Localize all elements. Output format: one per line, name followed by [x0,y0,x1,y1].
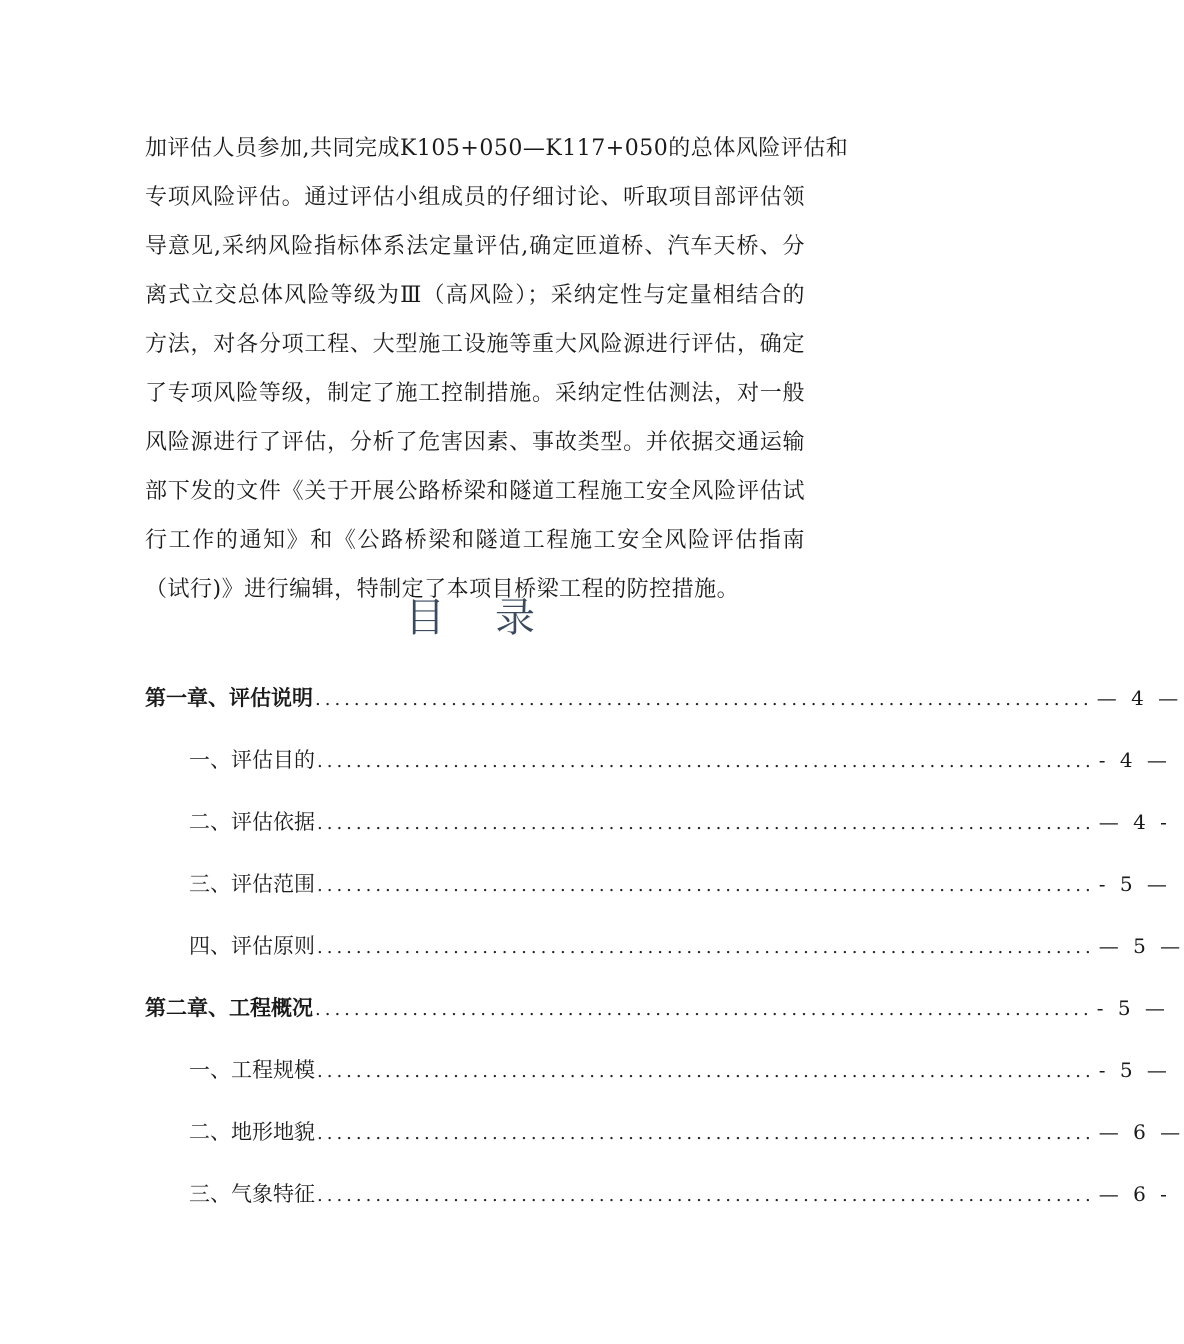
paragraph-line: 离式立交总体风险等级为Ⅲ（高风险）；采纳定性与定量相结合的 [145,283,805,308]
toc-entry-page-number: - 5 — [1098,872,1171,896]
toc-entry-label: 三、评估范围 [189,872,315,896]
toc-entry-label: 一、评估目的 [189,748,315,772]
paragraph-line: 行工作的通知》和《公路桥梁和隧道工程施工安全风险评估指南 [145,528,805,553]
paragraph-line: 了专项风险等级，制定了施工控制措施。采纳定性估测法，对一般 [145,381,805,406]
toc-dot-leader: ................................................................................ [317,813,1095,834]
body-paragraph [145,124,849,614]
toc-dot-leader: ................................................................................ [317,937,1095,958]
toc-entry-page-number: - 4 — [1098,748,1171,772]
toc-entry[interactable] [145,736,1171,798]
toc-entry[interactable] [145,674,1183,736]
toc-entry[interactable] [145,984,1169,1046]
toc-dot-leader: ................................................................................ [317,1123,1095,1144]
toc-entry[interactable] [145,860,1171,922]
toc-entry-page-number: — 6 - [1098,1182,1171,1206]
paragraph-line: （试行)》进行编辑，特制定了本项目桥梁工程的防控措施。 [145,577,740,602]
paragraph-line: 导意见,采纳风险指标体系法定量评估,确定匝道桥、汽车天桥、分 [145,234,805,259]
toc-entry-page-number: - 5 — [1098,1058,1171,1082]
paragraph-line: 方法，对各分项工程、大型施工设施等重大风险源进行评估，确定 [145,332,805,357]
toc-entry-page-number: - 5 — [1096,996,1169,1020]
paragraph-line: 专项风险评估。通过评估小组成员的仔细讨论、听取项目部评估领 [145,185,805,210]
toc-dot-leader: ................................................................................ [317,1185,1095,1206]
toc-entry-label: 三、气象特征 [189,1182,315,1206]
toc-entry[interactable] [145,922,1184,984]
toc-entry-label: 第一章、评估说明 [145,685,313,710]
table-of-contents [145,674,1184,1232]
paragraph-line: 加评估人员参加,共同完成K105+050—K117+050的总体风险评估和 [145,136,849,161]
toc-entry-label: 四、评估原则 [189,934,315,958]
toc-entry-label: 二、评估依据 [189,810,315,834]
toc-dot-leader: ................................................................................ [317,751,1095,772]
paragraph-line: 部下发的文件《关于开展公路桥梁和隧道工程施工安全风险评估试 [145,479,805,504]
toc-dot-leader: ................................................................................ [315,689,1093,710]
toc-entry-label: 一、工程规模 [189,1058,315,1082]
toc-entry-page-number: — 5 — [1098,934,1184,958]
toc-entry[interactable] [145,1046,1171,1108]
toc-dot-leader: ................................................................................ [317,875,1095,896]
toc-entry[interactable] [145,798,1171,860]
toc-entry-page-number: — 4 - [1098,810,1171,834]
toc-title: 目录 [405,595,585,641]
toc-entry[interactable] [145,1108,1184,1170]
toc-entry-page-number: — 4 — [1096,686,1183,710]
toc-entry-label: 第二章、工程概况 [145,995,313,1020]
toc-entry-label: 二、地形地貌 [189,1120,315,1144]
toc-dot-leader: ................................................................................ [315,999,1093,1020]
toc-dot-leader: ................................................................................ [317,1061,1095,1082]
toc-entry[interactable] [145,1170,1171,1232]
toc-entry-page-number: — 6 — [1098,1120,1184,1144]
paragraph-line: 风险源进行了评估，分析了危害因素、事故类型。并依据交通运输 [145,430,805,455]
